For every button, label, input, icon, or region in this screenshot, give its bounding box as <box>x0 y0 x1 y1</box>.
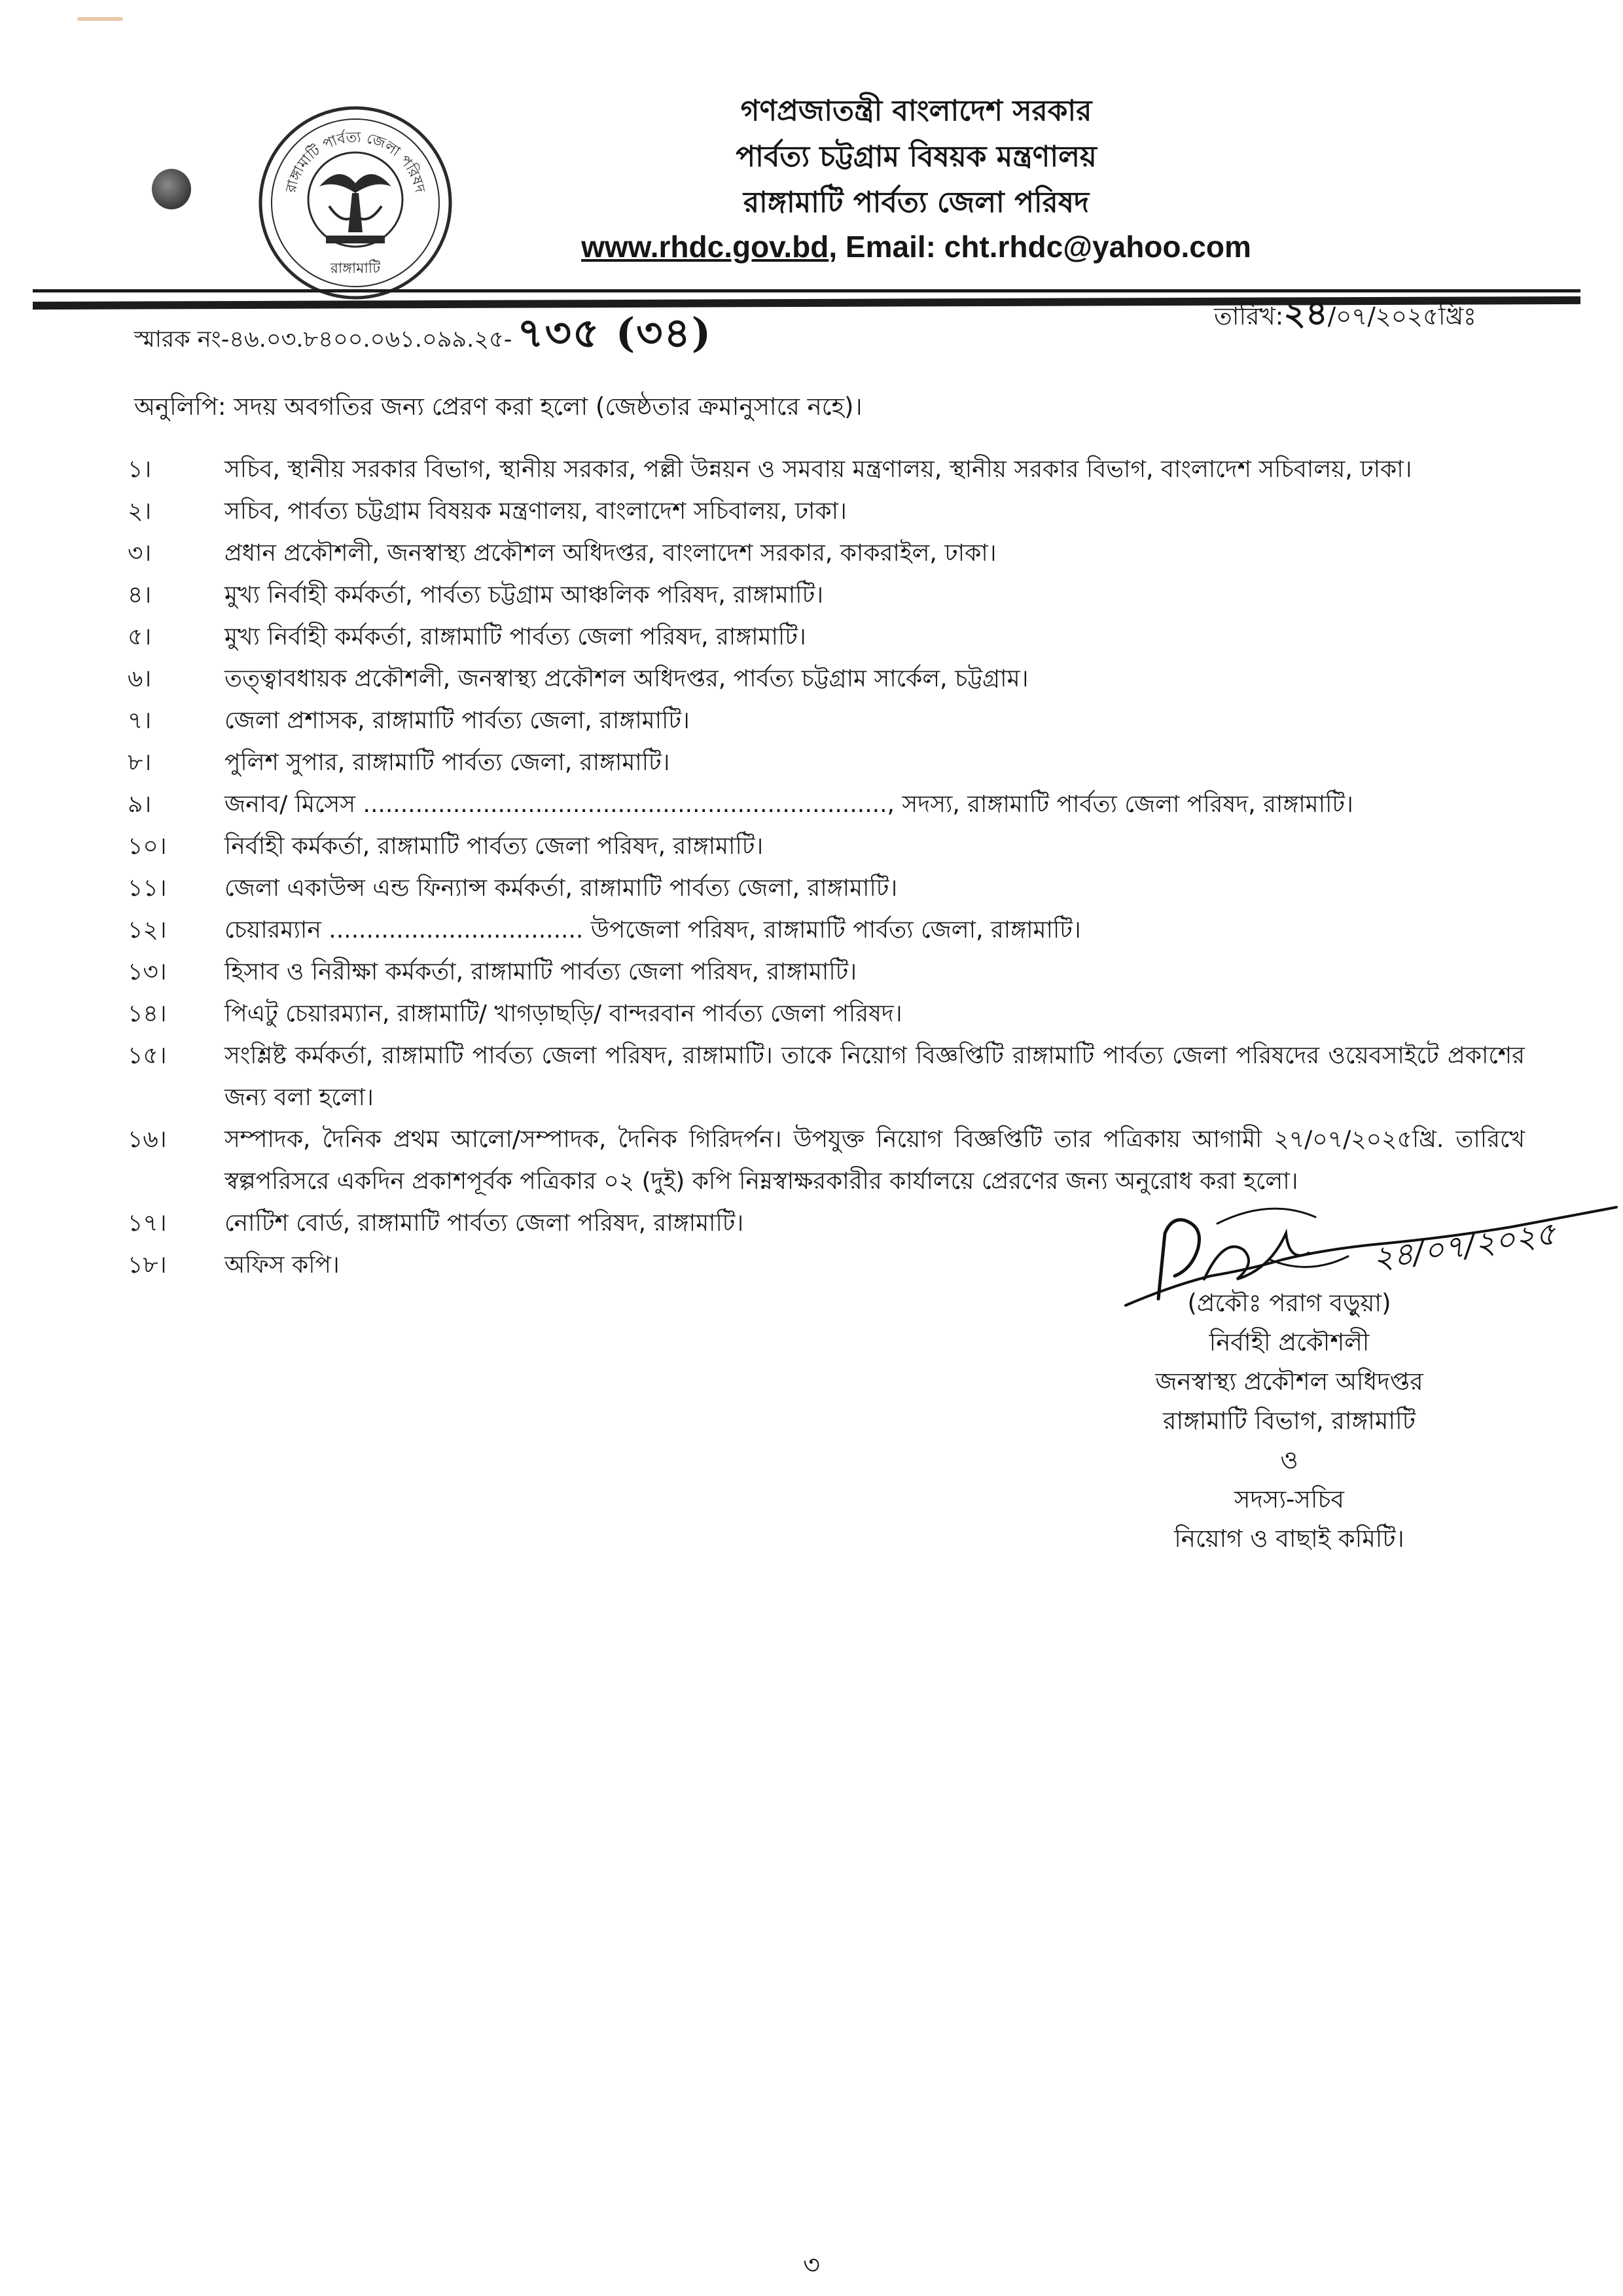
list-item <box>128 1035 1525 1119</box>
list-item <box>128 951 1525 993</box>
item-text: সচিব, পার্বত্য চট্টগ্রাম বিষয়ক মন্ত্রণালয়, বাংলাদেশ সচিবালয়, ঢাকা। <box>224 498 847 525</box>
item-text: চেয়ারম্যান .................................. উপজেলা পরিষদ, রাঙ্গামাটি পার্বত্য জেলা, রাঙ্গামাটি। <box>224 917 1081 944</box>
ministry-title: পার্বত্য চট্টগ্রাম বিষয়ক মন্ত্রণালয় <box>736 140 1097 173</box>
memo-number-handwritten: ৭৩৫ (৩৪) <box>517 309 713 357</box>
item-number: ৯। <box>128 791 152 818</box>
signatory-office: জনস্বাস্থ্য প্রকৌশল অধিদপ্তর <box>1155 1368 1423 1396</box>
list-item <box>128 574 1525 616</box>
item-number: ২। <box>128 498 152 525</box>
item-number: ১৭। <box>128 1210 167 1237</box>
item-number: ১৫। <box>128 1042 167 1069</box>
list-item <box>128 533 1525 574</box>
item-number: ৩। <box>128 540 152 567</box>
item-number: ১৩। <box>128 959 167 985</box>
item-text: পিএটু চেয়ারম্যান, রাঙ্গামাটি/ খাগড়াছড়ি/ বান্দরবান পার্বত্য জেলা পরিষদ। <box>224 1000 902 1027</box>
item-number: ১৬। <box>128 1126 167 1153</box>
item-number: ১২। <box>128 917 167 944</box>
council-seal-icon <box>254 101 457 304</box>
item-text: মুখ্য নির্বাহী কর্মকর্তা, রাঙ্গামাটি পার্বত্য জেলা পরিষদ, রাঙ্গামাটি। <box>224 624 806 650</box>
seal-ring-text: রাঙ্গামাটি পার্বত্য জেলা পরিষদ <box>283 129 428 194</box>
list-item <box>128 449 1525 491</box>
item-text: সম্পাদক, দৈনিক প্রথম আলো/সম্পাদক, দৈনিক গিরিদর্পন। উপযুক্ত নিয়োগ বিজ্ঞপ্তিটি তার পত্রিকায় আগামী ২৭/০৭/২০২৫খ্রি. তারিখে স্বল্পপরিসরে একদিন প্রকাশপূর্বক পত্রিকার ০২ (দুই) কপি নিম্নস্বাক্ষরকারীর কার্যালয়ে প্রেরণের জন্য অনুরোধ করা হলো। <box>224 1126 1525 1195</box>
list-item <box>128 742 1525 784</box>
item-text: হিসাব ও নিরীক্ষা কর্মকর্তা, রাঙ্গামাটি পার্বত্য জেলা পরিষদ, রাঙ্গামাটি। <box>224 959 857 985</box>
item-text: সচিব, স্থানীয় সরকার বিভাগ, স্থানীয় সরকার, পল্লী উন্নয়ন ও সমবায় মন্ত্রণালয়, স্থানীয় সরকার বিভাগ, বাংলাদেশ সচিবালয়, ঢাকা। <box>224 456 1412 483</box>
list-item <box>128 993 1525 1035</box>
copy-note: অনুলিপি: সদয় অবগতির জন্য প্রেরণ করা হলো (জেষ্ঠতার ক্রমানুসারে নহে)। <box>134 393 863 421</box>
website-link[interactable]: www.rhdc.gov.bd <box>581 230 829 264</box>
list-item <box>128 616 1525 658</box>
signatory-name: (প্রকৌঃ পরাগ বড়ুয়া) <box>1187 1289 1391 1317</box>
item-number: ৬। <box>128 665 152 692</box>
header-rule-thin <box>33 289 1580 292</box>
item-text: পুলিশ সুপার, রাঙ্গামাটি পার্বত্য জেলা, রাঙ্গামাটি। <box>224 749 670 776</box>
item-text: তত্ত্বাবধায়ক প্রকৌশলী, জনস্বাস্থ্য প্রকৌশল অধিদপ্তর, পার্বত্য চট্টগ্রাম সার্কেল, চট্টগ্রাম। <box>224 665 1029 692</box>
item-number: ৪। <box>128 582 152 609</box>
item-number: ১১। <box>128 875 167 902</box>
signatory-role: সদস্য-সচিব <box>1234 1485 1344 1513</box>
item-text: নোটিশ বোর্ড, রাঙ্গামাটি পার্বত্য জেলা পরিষদ, রাঙ্গামাটি। <box>224 1210 744 1237</box>
item-text: জনাব/ মিসেস ......................................................................, সদস্য, রাঙ্গামাটি পার্বত্য জেলা পরিষদ, রাঙ্গামাটি। <box>224 791 1353 818</box>
item-text: অফিস কপি। <box>224 1252 340 1279</box>
item-number: ১৪। <box>128 1000 167 1027</box>
punch-hole <box>152 169 191 209</box>
signatory-designation: নির্বাহী প্রকৌশলী <box>1209 1328 1370 1356</box>
letter-date <box>1214 293 1476 337</box>
item-number: ১৮। <box>128 1252 167 1279</box>
item-text: মুখ্য নির্বাহী কর্মকর্তা, পার্বত্য চট্টগ্রাম আঞ্চলিক পরিষদ, রাঙ্গামাটি। <box>224 582 824 609</box>
item-text: প্রধান প্রকৌশলী, জনস্বাস্থ্য প্রকৌশল অধিদপ্তর, বাংলাদেশ সরকার, কাকরাইল, ঢাকা। <box>224 540 997 567</box>
item-text: নির্বাহী কর্মকর্তা, রাঙ্গামাটি পার্বত্য জেলা পরিষদ, রাঙ্গামাটি। <box>224 833 764 860</box>
email-text: , Email: cht.rhdc@yahoo.com <box>829 230 1251 264</box>
government-title: গণপ্রজাতন্ত্রী বাংলাদেশ সরকার <box>740 94 1092 128</box>
item-number: ১। <box>128 456 152 483</box>
signature-date: ২৪/০৭/২০২৫ <box>1370 1215 1558 1277</box>
list-item <box>128 658 1525 700</box>
list-item <box>128 491 1525 533</box>
memo-number-printed: স্মারক নং-৪৬.০৩.৮৪০০.০৬১.০৯৯.২৫- <box>134 327 512 353</box>
item-number: ৫। <box>128 624 152 650</box>
list-item <box>128 826 1525 868</box>
date-rest: /০৭/২০২৫খ্রিঃ <box>1327 302 1476 330</box>
scan-smudge <box>77 17 123 21</box>
seal-bottom-text: রাঙ্গামাটি <box>330 260 381 277</box>
list-item <box>128 868 1525 910</box>
item-text: জেলা একাউন্স এন্ড ফিন্যান্স কর্মকর্তা, রাঙ্গামাটি পার্বত্য জেলা, রাঙ্গামাটি। <box>224 875 898 902</box>
signatory-conjunction: ও <box>1280 1446 1298 1474</box>
date-label: তারিখ: <box>1214 302 1284 330</box>
item-number: ১০। <box>128 833 167 860</box>
list-item <box>128 910 1525 951</box>
signatory-division: রাঙ্গামাটি বিভাগ, রাঙ্গামাটি <box>1163 1407 1416 1435</box>
memo-number <box>134 309 713 360</box>
signatory-committee: নিয়োগ ও বাছাই কমিটি। <box>1174 1525 1404 1553</box>
item-number: ৮। <box>128 749 152 776</box>
contact-line <box>563 226 1270 268</box>
council-title: রাঙ্গামাটি পার্বত্য জেলা পরিষদ <box>743 186 1090 219</box>
letterhead <box>563 88 1270 268</box>
signatory-block <box>1080 1284 1499 1559</box>
page-number: ৩ <box>802 2250 820 2280</box>
list-item <box>128 700 1525 742</box>
date-day-handwritten: ২৪ <box>1283 293 1328 333</box>
list-item <box>128 784 1525 826</box>
item-text: জেলা প্রশাসক, রাঙ্গামাটি পার্বত্য জেলা, রাঙ্গামাটি। <box>224 707 690 734</box>
item-number: ৭। <box>128 707 152 734</box>
recipient-list <box>128 449 1525 1286</box>
item-text: সংশ্লিষ্ট কর্মকর্তা, রাঙ্গামাটি পার্বত্য জেলা পরিষদ, রাঙ্গামাটি। তাকে নিয়োগ বিজ্ঞপ্তিটি রাঙ্গামাটি পার্বত্য জেলা পরিষদের ওয়েবসাইটে প্রকাশের জন্য বলা হলো। <box>224 1042 1525 1111</box>
